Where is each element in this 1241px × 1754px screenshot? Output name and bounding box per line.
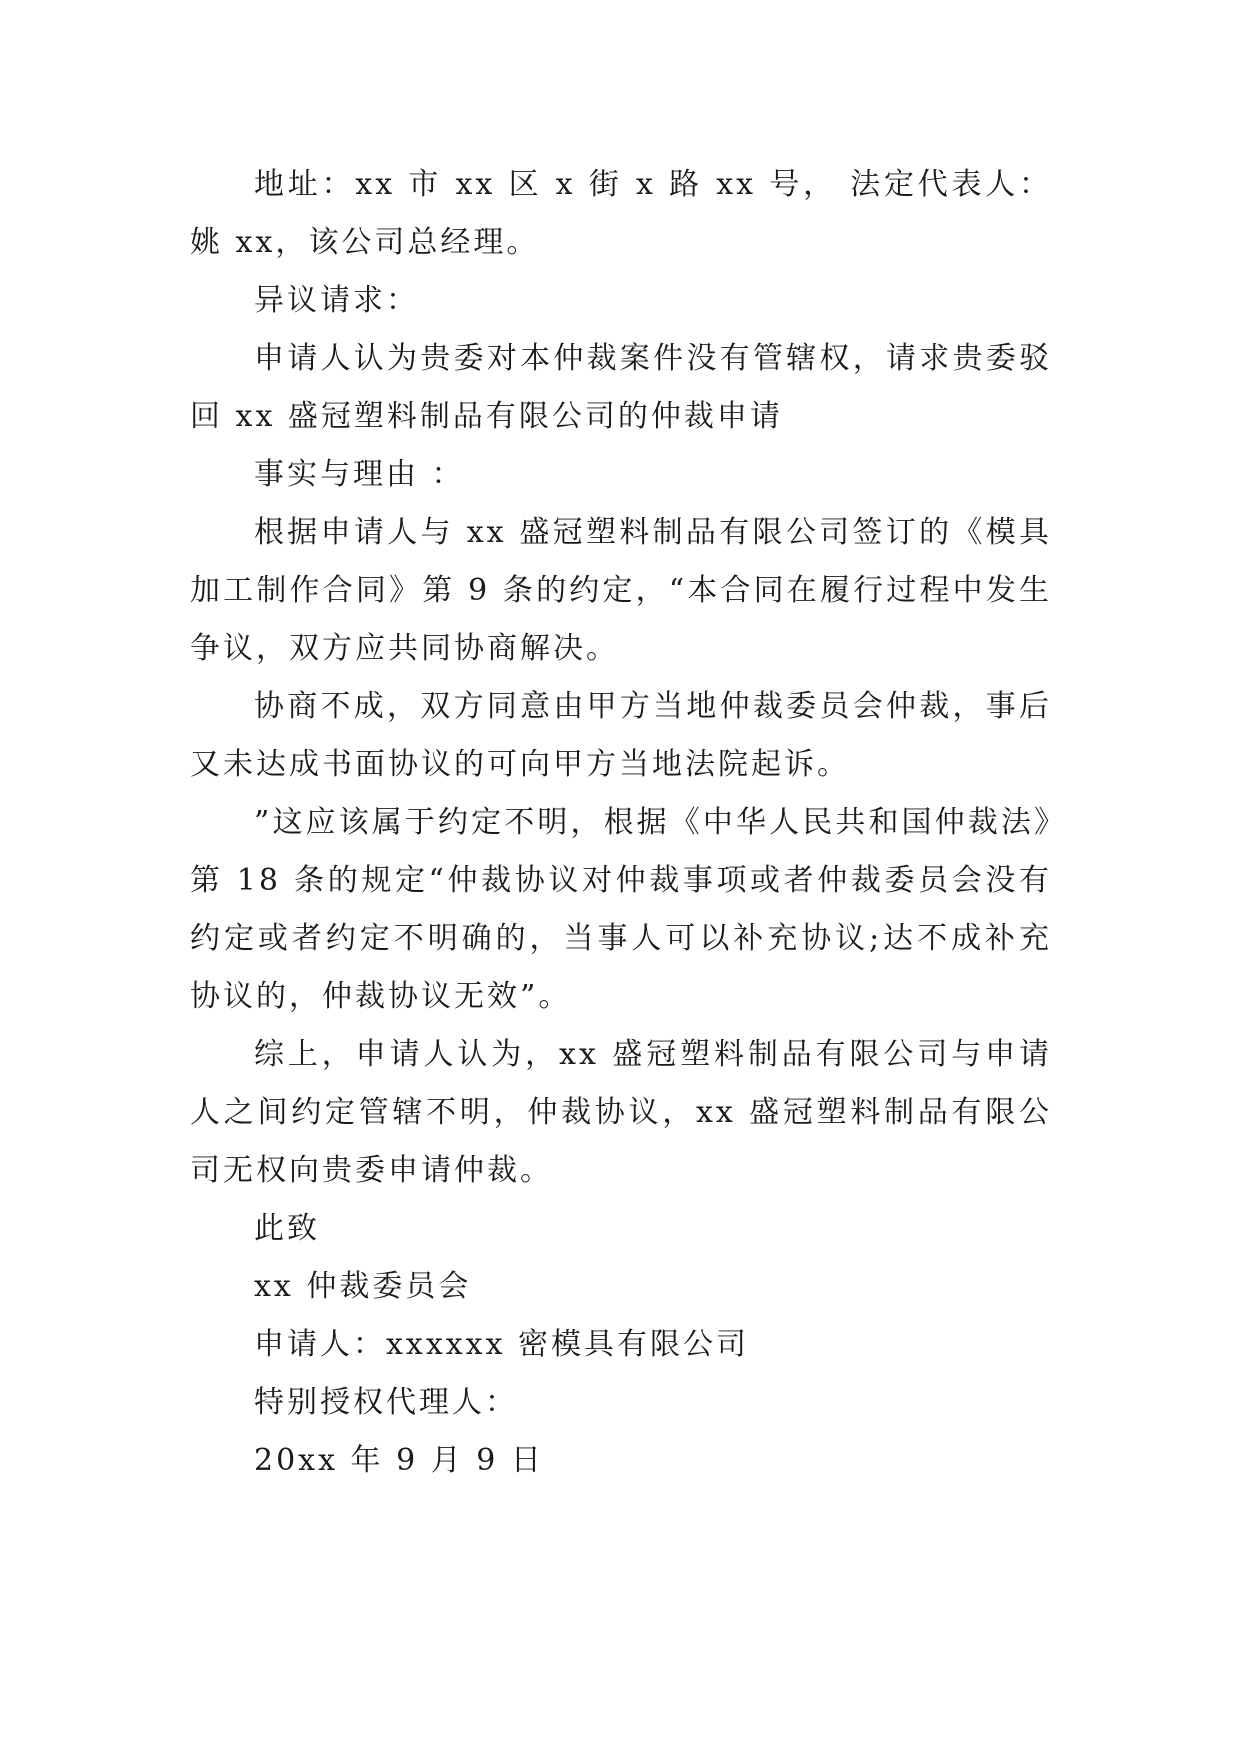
objection-heading: 异议请求： [254,283,419,318]
facts-heading: 事实与理由 ： [254,457,465,492]
applicant-signature: 申请人：xxxxxx 密模具有限公司 [254,1327,750,1362]
objection-request-paragraph: 申请人认为贵委对本仲裁案件没有管辖权，请求贵委驳回 xx 盛冠塑料制品有限公司的仲裁申请 [190,341,1052,434]
salutation: 此致 [254,1211,320,1246]
document-body [190,156,1052,1490]
arbitration-law-paragraph: ”这应该属于约定不明，根据《中华人民共和国仲裁法》第 18 条的规定“仲裁协议对仲裁事项或者仲裁委员会没有约定或者约定不明确的，当事人可以补充协议;达不成补充协议的，仲裁协议无效”。 [190,805,1052,1014]
contract-clause-paragraph: 根据申请人与 xx 盛冠塑料制品有限公司签订的《模具加工制作合同》第 9 条的约定，“本合同在履行过程中发生争议，双方应共同协商解决。 [190,515,1052,666]
negotiation-paragraph: 协商不成，双方同意由甲方当地仲裁委员会仲裁，事后又未达成书面协议的可向甲方当地法院起诉。 [190,689,1052,782]
recipient: xx 仲裁委员会 [254,1269,472,1304]
agent-signature: 特别授权代理人： [254,1385,518,1420]
address-paragraph: 地址：xx 市 xx 区 x 街 x 路 xx 号， 法定代表人：姚 xx，该公司总经理。 [190,167,1052,260]
document-date: 20xx 年 9 月 9 日 [254,1443,544,1478]
conclusion-paragraph: 综上，申请人认为，xx 盛冠塑料制品有限公司与申请人之间约定管辖不明，仲裁协议，xx 盛冠塑料制品有限公司无权向贵委申请仲裁。 [190,1037,1052,1188]
